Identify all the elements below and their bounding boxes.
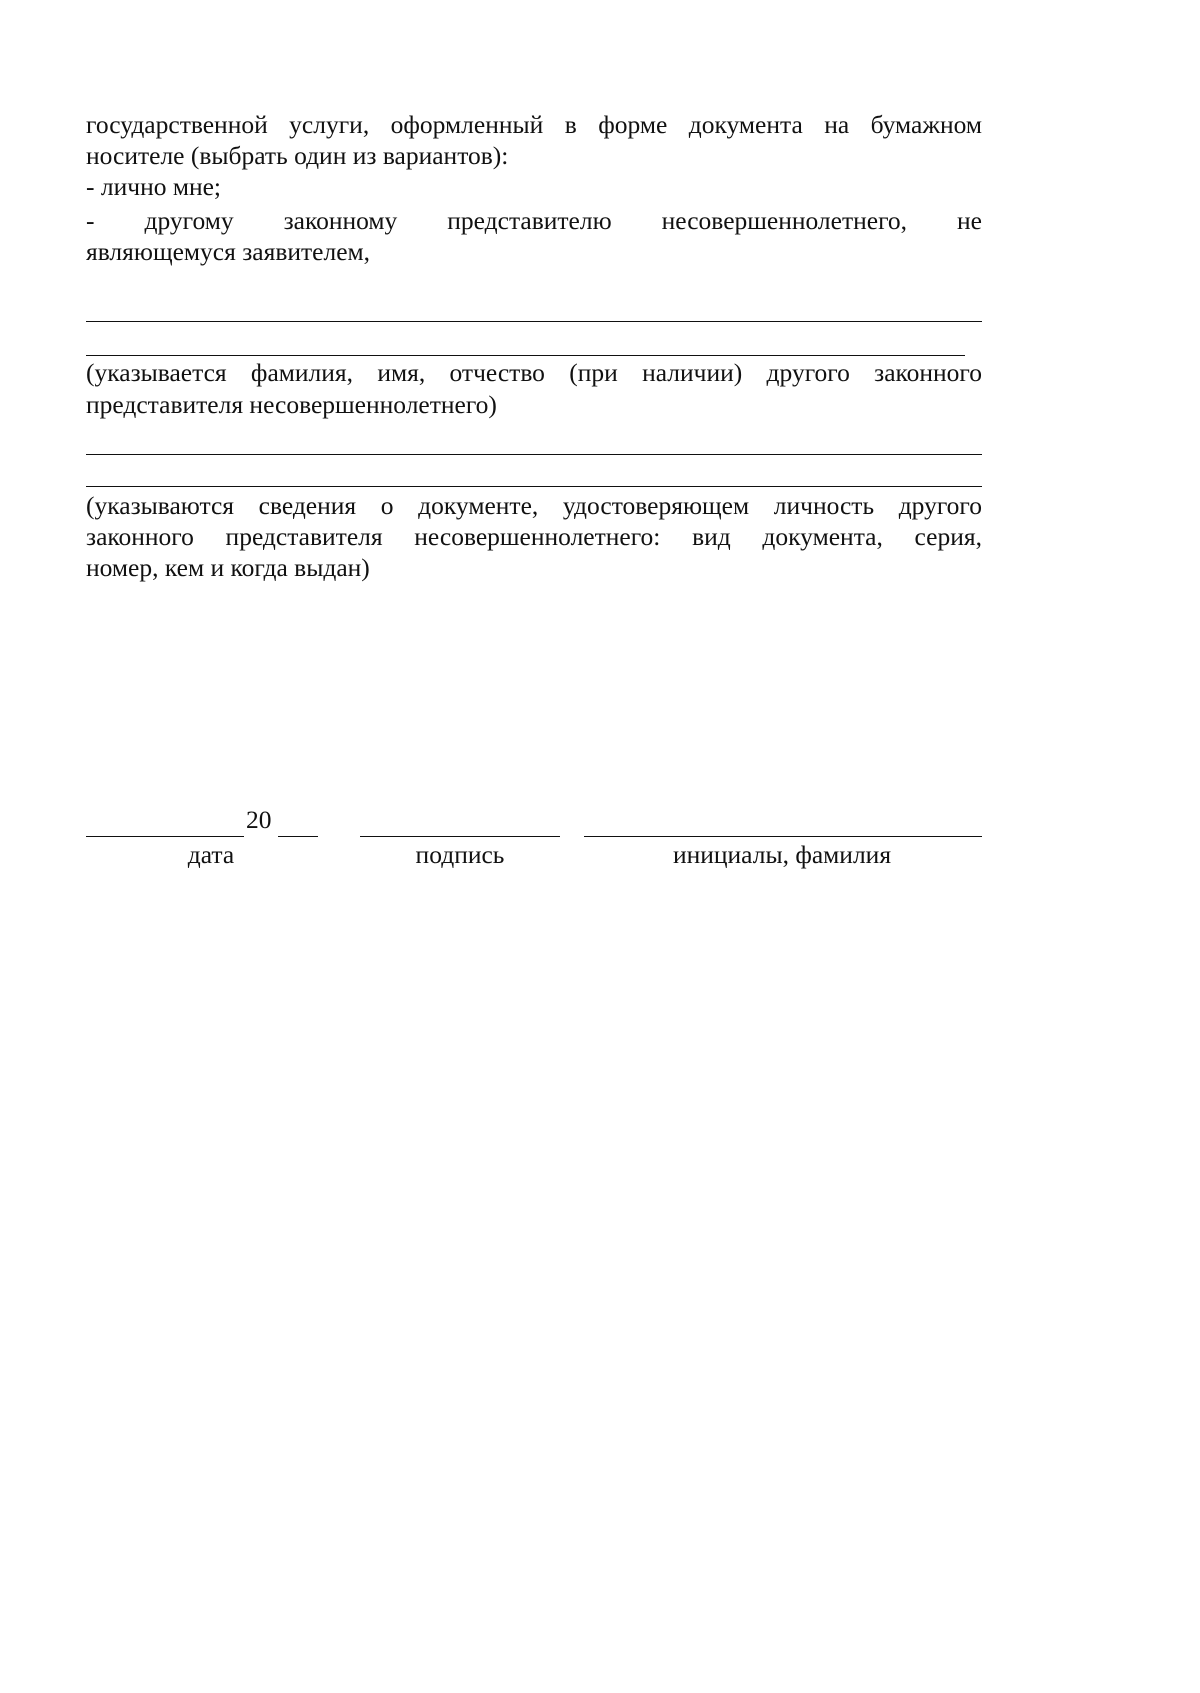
- name-fill-line-1[interactable]: [86, 321, 982, 322]
- document-fill-line-1[interactable]: [86, 454, 982, 455]
- document-fill-line-2[interactable]: [86, 486, 982, 487]
- name-hint-line-1: (указывается фамилия, имя, отчество (при наличии) другого законного: [86, 358, 982, 387]
- option-other-representative: - другому законному представителю несовершеннолетнего, не: [86, 206, 982, 235]
- document-hint-line-2: законного представителя несовершеннолетнего: вид документа, серия,: [86, 522, 982, 551]
- delivery-text-line-2: носителе (выбрать один из вариантов):: [86, 141, 509, 170]
- document-hint-line-3: номер, кем и когда выдан): [86, 553, 370, 582]
- initials-name-label: инициалы, фамилия: [672, 840, 892, 869]
- date-fill-line[interactable]: [86, 836, 244, 837]
- option-personally: - лично мне;: [86, 172, 222, 201]
- name-hint-line-2: представителя несовершеннолетнего): [86, 390, 497, 419]
- initials-fill-line[interactable]: [584, 836, 982, 837]
- signature-fill-line[interactable]: [360, 836, 560, 837]
- delivery-text-line-1: государственной услуги, оформленный в форме документа на бумажном: [86, 110, 982, 139]
- year-prefix: 20: [246, 805, 272, 834]
- date-label: дата: [187, 840, 235, 869]
- option-other-representative-cont: являющемуся заявителем,: [86, 237, 371, 266]
- signature-label: подпись: [415, 840, 505, 869]
- year-fill-line[interactable]: [278, 836, 318, 837]
- name-fill-line-2[interactable]: [86, 355, 965, 356]
- document-hint-line-1: (указываются сведения о документе, удостоверяющем личность другого: [86, 491, 982, 520]
